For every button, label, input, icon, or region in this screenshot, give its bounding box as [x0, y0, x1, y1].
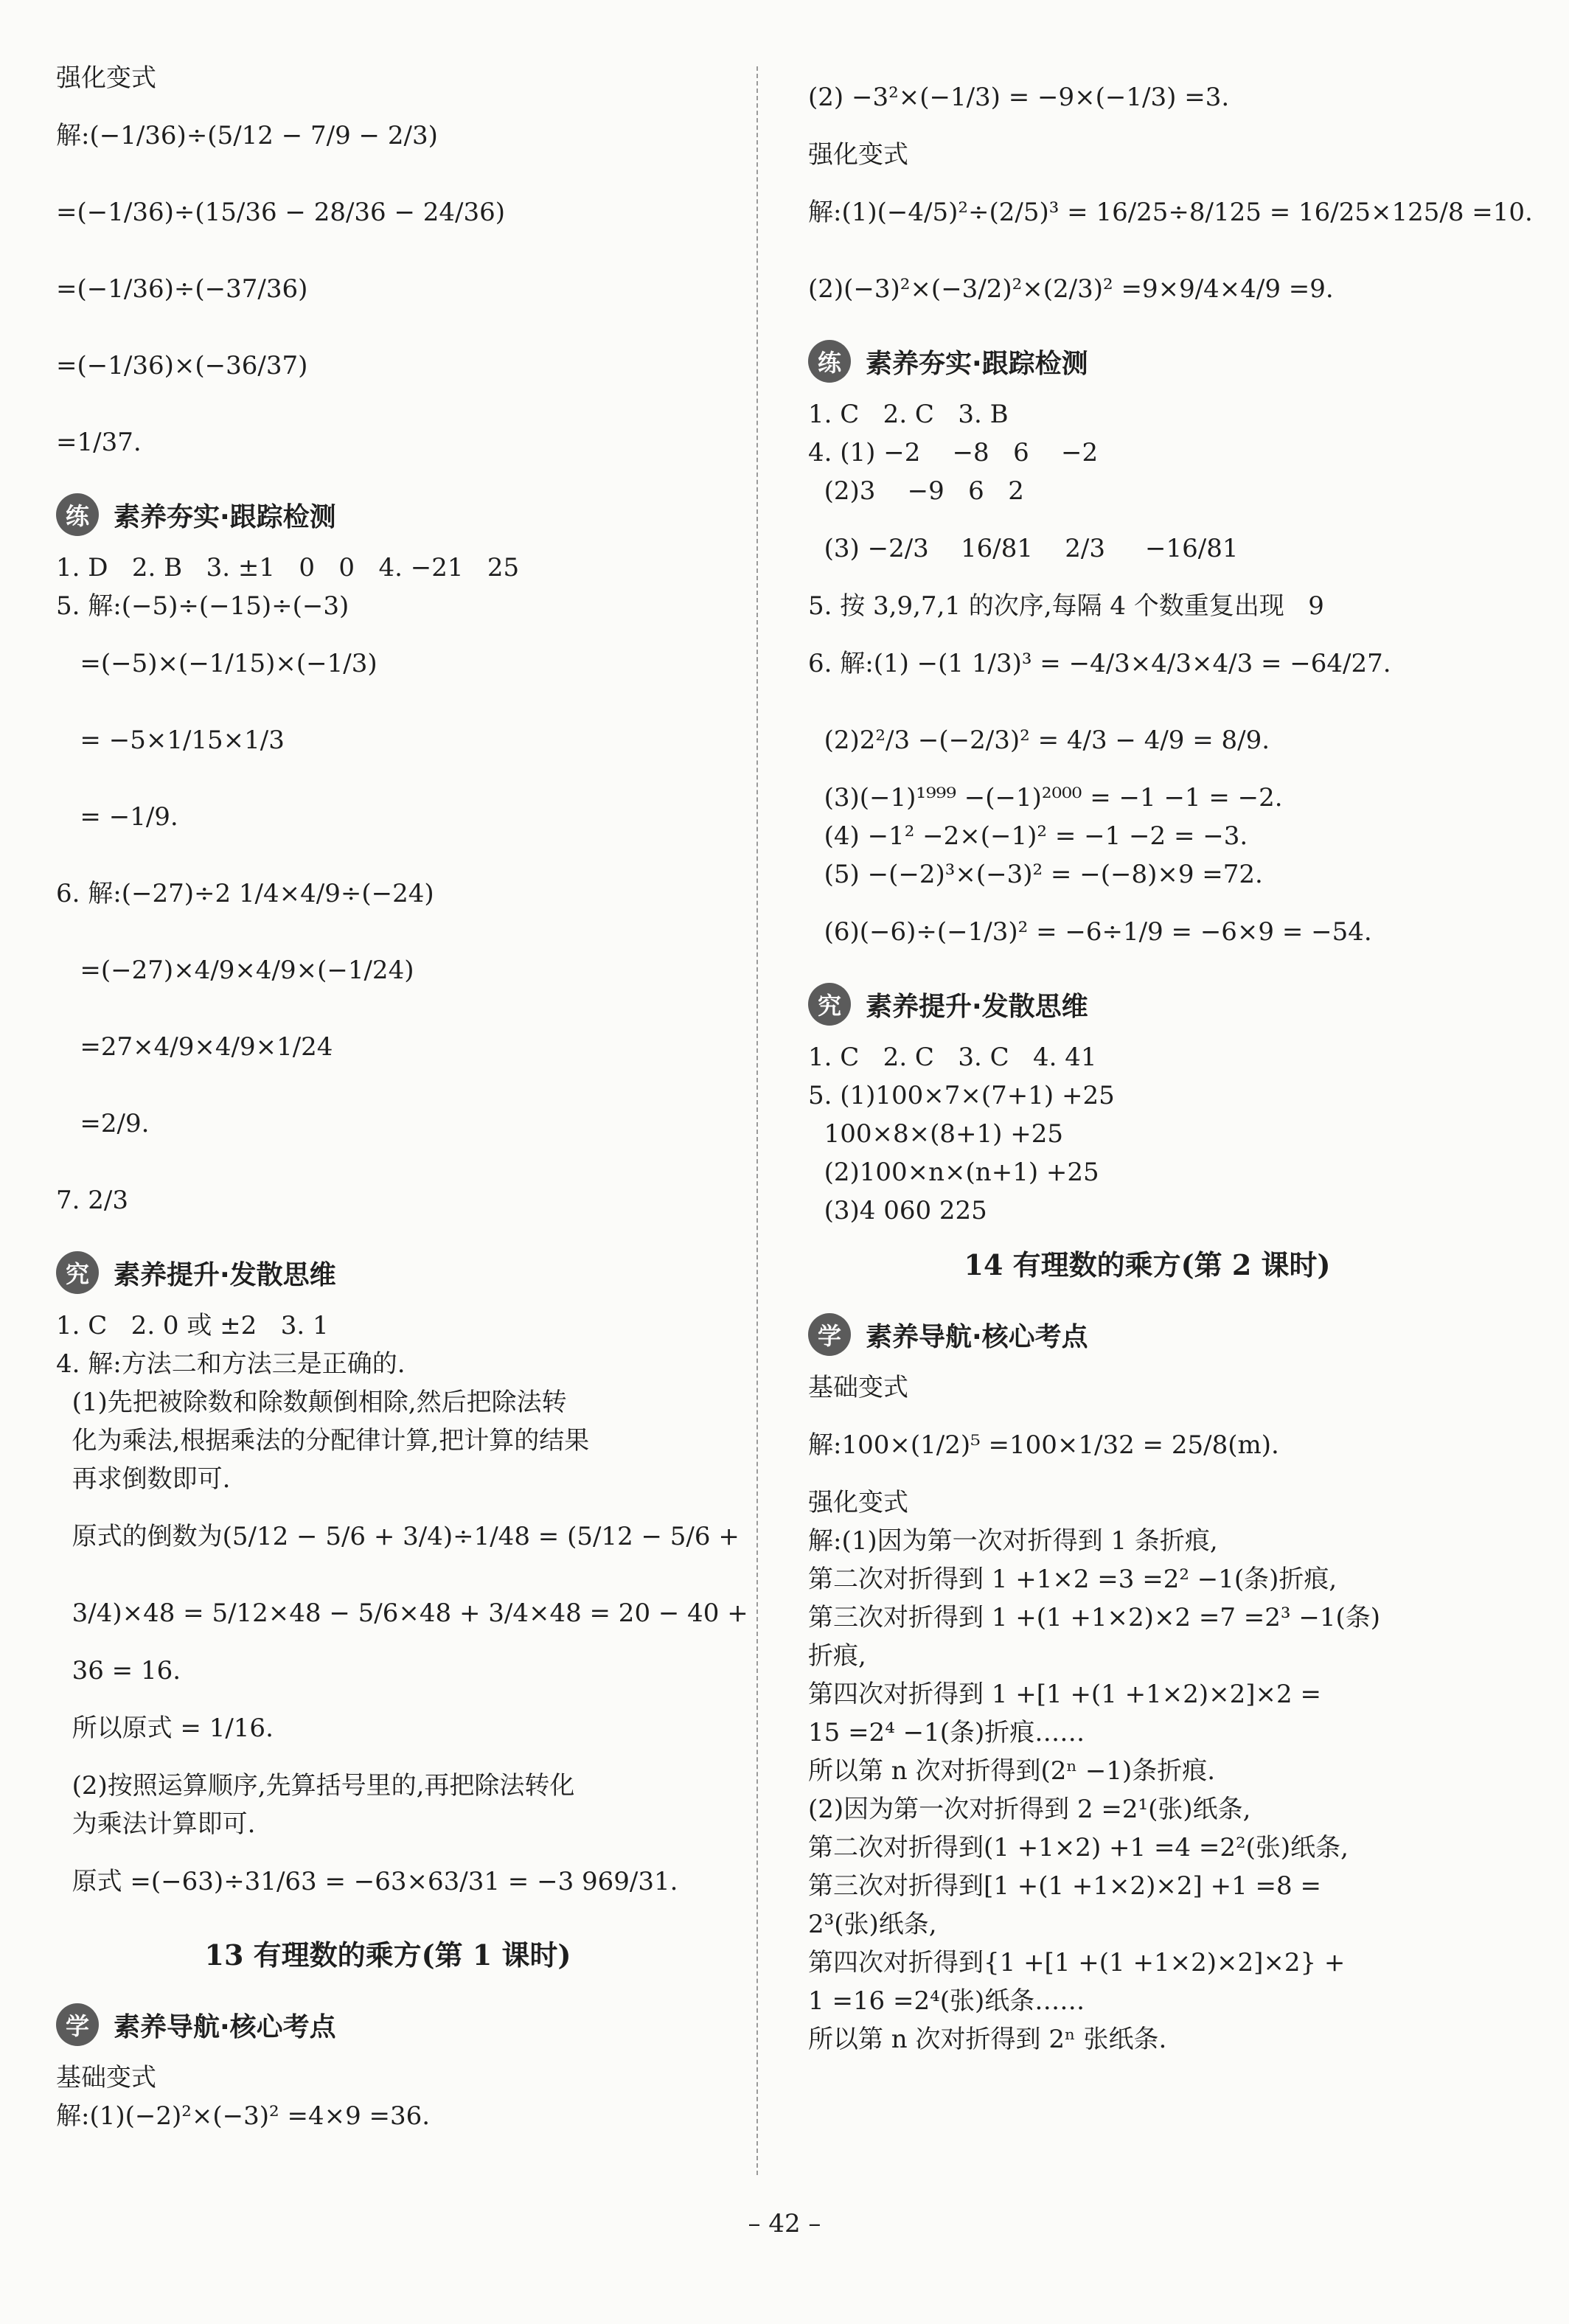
text-line: 5. 解:(−5)÷(−15)÷(−3) [56, 591, 349, 621]
text-line: =(−1/36)×(−36/37) [56, 351, 308, 380]
text-line: 6. 解:(−27)÷2 1/4×4/9÷(−24) [56, 879, 434, 908]
text-line: 解:(−1/36)÷(5/12 − 7/9 − 2/3) [56, 121, 438, 150]
text-line: 第二次对折得到(1 +1×2) +1 =4 =2²(张)纸条, [808, 1833, 1349, 1862]
text-line: (2)(−3)²×(−3/2)²×(2/3)² =9×9/4×4/9 =9. [808, 274, 1334, 304]
text-line: (2) −3²×(−1/3) = −9×(−1/3) =3. [808, 83, 1230, 112]
section-header [56, 487, 720, 543]
text-line: =27×4/9×4/9×1/24 [56, 1032, 333, 1062]
text-line: 再求倒数即可. [56, 1464, 231, 1494]
column-divider [756, 66, 758, 2175]
text-line: 解:(1)因为第一次对折得到 1 条折痕, [808, 1526, 1218, 1556]
section-header [56, 1245, 720, 1301]
text-line: 化为乘法,根据乘法的分配律计算,把计算的结果 [56, 1426, 590, 1455]
text-line: 解:(1)(−4/5)²÷(2/5)³ = 16/25÷8/125 = 16/25×125/8 =10. [808, 198, 1533, 227]
text-line: (2)100×n×(n+1) +25 [808, 1158, 1099, 1187]
text-line: 所以第 n 次对折得到(2ⁿ −1)条折痕. [808, 1756, 1216, 1786]
text-line: 原式的倒数为(5/12 − 5/6 + 3/4)÷1/48 = (5/12 − 5/6 + [56, 1522, 740, 1551]
text-line: 第二次对折得到 1 +1×2 =3 =2² −1(条)折痕, [808, 1565, 1337, 1594]
lesson-title: 13 有理数的乘方(第 1 课时) [204, 1938, 571, 1972]
text-line: 第三次对折得到[1 +(1 +1×2)×2] +1 =8 = [808, 1871, 1321, 1901]
section-header [808, 1307, 1486, 1363]
text-line: 1. C 2. C 3. B [808, 400, 1009, 429]
text-line: (2)因为第一次对折得到 2 =2¹(张)纸条, [808, 1795, 1251, 1824]
text-line: (4) −1² −2×(−1)² = −1 −2 = −3. [808, 821, 1248, 851]
text-line: 1. C 2. C 3. C 4. 41 [808, 1043, 1097, 1072]
section-badge-icon: 学 [808, 1313, 851, 1356]
text-line: 6. 解:(1) −(1 1/3)³ = −4/3×4/3×4/3 = −64/27. [808, 649, 1391, 678]
text-line: (5) −(−2)³×(−3)² = −(−8)×9 =72. [808, 860, 1263, 889]
text-line: 解:100×(1/2)⁵ =100×1/32 = 25/8(m). [808, 1430, 1279, 1460]
text-line: 7. 2/3 [56, 1186, 128, 1215]
section-header [56, 1997, 720, 2053]
text-line: =1/37. [56, 428, 142, 457]
text-line: = −1/9. [56, 802, 178, 832]
text-line: (2)2²/3 −(−2/3)² = 4/3 − 4/9 = 8/9. [808, 726, 1270, 755]
text-line: =(−5)×(−1/15)×(−1/3) [56, 649, 378, 678]
text-line: 1. C 2. 0 或 ±2 3. 1 [56, 1311, 329, 1340]
text-line: 折痕, [808, 1641, 866, 1671]
text-line: = −5×1/15×1/3 [56, 726, 285, 755]
text-line: 原式 =(−63)÷31/63 = −63×63/31 = −3 969/31. [56, 1867, 678, 1896]
text-line: =(−27)×4/9×4/9×(−1/24) [56, 956, 414, 985]
left-column [56, 59, 748, 2135]
text-line: 基础变式 [808, 1373, 908, 1402]
text-line: (3)4 060 225 [808, 1196, 987, 1225]
text-line: (6)(−6)÷(−1/3)² = −6÷1/9 = −6×9 = −54. [808, 917, 1372, 947]
text-line: (2)按照运算顺序,先算括号里的,再把除法转化 [56, 1771, 575, 1801]
text-line: 36 = 16. [56, 1656, 181, 1685]
text-line: 5. (1)100×7×(7+1) +25 [808, 1081, 1115, 1110]
right-column [808, 59, 1533, 2059]
text-line: (1)先把被除数和除数颠倒相除,然后把除法转 [56, 1388, 567, 1417]
text-line: 4. (1) −2 −8 6 −2 [808, 438, 1099, 467]
section-title: 素养导航·核心考点 [114, 2011, 336, 2042]
text-line: 100×8×(8+1) +25 [808, 1119, 1063, 1149]
section-title: 素养导航·核心考点 [866, 1321, 1088, 1352]
text-line: 基础变式 [56, 2063, 156, 2092]
text-line: 所以原式 = 1/16. [56, 1714, 274, 1743]
text-line: =(−1/36)÷(15/36 − 28/36 − 24/36) [56, 198, 506, 227]
section-badge-icon: 学 [56, 2003, 99, 2046]
section-title: 素养夯实·跟踪检测 [114, 501, 336, 532]
text-line: 解:(1)(−2)²×(−3)² =4×9 =36. [56, 2101, 431, 2131]
text-line: 5. 按 3,9,7,1 的次序,每隔 4 个数重复出现 9 [808, 591, 1324, 621]
text-line: =(−1/36)÷(−37/36) [56, 274, 308, 304]
section-title: 素养夯实·跟踪检测 [866, 348, 1088, 379]
text-line: 4. 解:方法二和方法三是正确的. [56, 1349, 406, 1379]
text-line: 第四次对折得到{1 +[1 +(1 +1×2)×2]×2} + [808, 1948, 1346, 1977]
text-line: 为乘法计算即可. [56, 1809, 256, 1839]
text-line: (3) −2/3 16/81 2/3 −16/81 [808, 534, 1239, 563]
text-line: 强化变式 [808, 140, 908, 170]
text-line: 第四次对折得到 1 +[1 +(1 +1×2)×2]×2 = [808, 1680, 1321, 1709]
text-line: 3/4)×48 = 5/12×48 − 5/6×48 + 3/4×48 = 20 − 40 + [56, 1598, 748, 1628]
text-line: 15 =2⁴ −1(条)折痕…… [808, 1718, 1085, 1747]
text-line: 1. D 2. B 3. ±1 0 0 4. −21 25 [56, 553, 520, 582]
section-badge-icon: 练 [56, 493, 99, 536]
text-line: (2)3 −9 6 2 [808, 476, 1024, 506]
section-header [808, 976, 1486, 1032]
text-line: 强化变式 [808, 1488, 908, 1517]
text-line: 强化变式 [56, 63, 156, 93]
text-line: (3)(−1)¹⁹⁹⁹ −(−1)²⁰⁰⁰ = −1 −1 = −2. [808, 783, 1283, 813]
section-badge-icon: 练 [808, 340, 851, 383]
lesson-title: 14 有理数的乘方(第 2 课时) [964, 1248, 1331, 1281]
section-badge-icon: 究 [56, 1251, 99, 1294]
text-line: 2³(张)纸条, [808, 1910, 937, 1939]
section-title: 素养提升·发散思维 [866, 991, 1088, 1022]
page-number: – 42 – [748, 2209, 821, 2238]
section-title: 素养提升·发散思维 [114, 1259, 336, 1290]
text-line: 所以第 n 次对折得到 2ⁿ 张纸条. [808, 2025, 1167, 2054]
text-line: 1 =16 =2⁴(张)纸条…… [808, 1986, 1085, 2016]
text-line: 第三次对折得到 1 +(1 +1×2)×2 =7 =2³ −1(条) [808, 1603, 1381, 1632]
section-badge-icon: 究 [808, 983, 851, 1026]
section-header [808, 333, 1486, 389]
text-line: =2/9. [56, 1109, 150, 1138]
